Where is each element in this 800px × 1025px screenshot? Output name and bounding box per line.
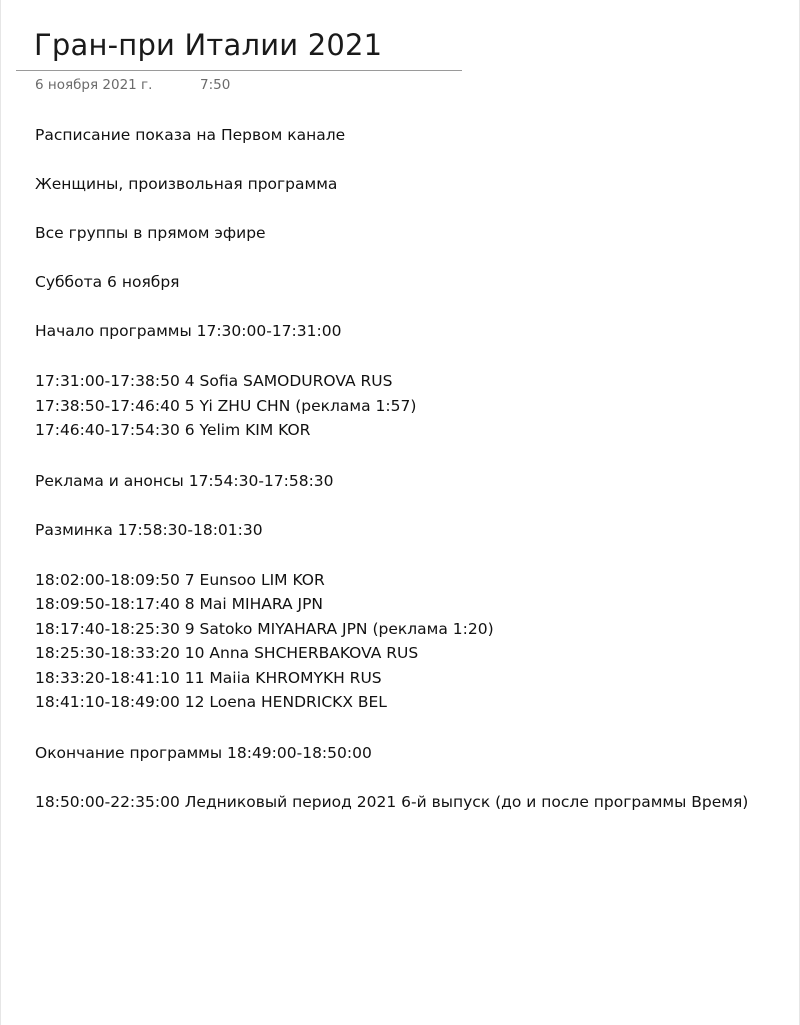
- schedule-line: 17:46:40-17:54:30 6 Yelim KIM KOR: [35, 421, 311, 439]
- schedule-line: 17:31:00-17:38:50 4 Sofia SAMODUROVA RUS: [35, 372, 393, 390]
- group-1-list: [35, 369, 795, 443]
- event-name: Женщины, произвольная программа: [35, 175, 338, 193]
- broadcast-note: Все группы в прямом эфире: [35, 224, 266, 242]
- schedule-line: 18:33:20-18:41:10 11 Maiia KHROMYKH RUS: [35, 668, 382, 687]
- note-body[interactable]: [35, 124, 795, 813]
- schedule-line: 18:02:00-18:09:50 7 Eunsoo LIM KOR: [35, 570, 325, 589]
- note-time: 7:50: [200, 77, 231, 93]
- schedule-line: 18:17:40-18:25:30 9 Satoko MIYAHARA JPN (реклама 1:20): [35, 619, 494, 638]
- title-divider: [16, 70, 462, 71]
- schedule-heading: Расписание показа на Первом канале: [35, 126, 346, 144]
- schedule-line: 18:41:10-18:49:00 12 Loena HENDRICKX BEL: [35, 693, 387, 711]
- schedule-line: 17:38:50-17:46:40 5 Yi ZHU CHN (реклама 1:57): [35, 396, 417, 415]
- page-title[interactable]: Гран-при Италии 2021: [34, 28, 383, 62]
- note-date: 6 ноября 2021 г.: [35, 77, 153, 93]
- day-label: Суббота 6 ноября: [35, 273, 180, 291]
- schedule-line: 18:25:30-18:33:20 10 Anna SHCHERBAKOVA RUS: [35, 644, 419, 662]
- program-end: Окончание программы 18:49:00-18:50:00: [35, 743, 372, 762]
- warmup-line: Разминка 17:58:30-18:01:30: [35, 520, 263, 539]
- group-2-list: [35, 568, 795, 715]
- ads-line: Реклама и анонсы 17:54:30-17:58:30: [35, 471, 334, 490]
- schedule-line: 18:09:50-18:17:40 8 Mai MIHARA JPN: [35, 595, 324, 613]
- next-program-line: 18:50:00-22:35:00 Ледниковый период 2021 6-й выпуск (до и после программы Время): [35, 792, 749, 811]
- program-start: Начало программы 17:30:00-17:31:00: [35, 322, 342, 340]
